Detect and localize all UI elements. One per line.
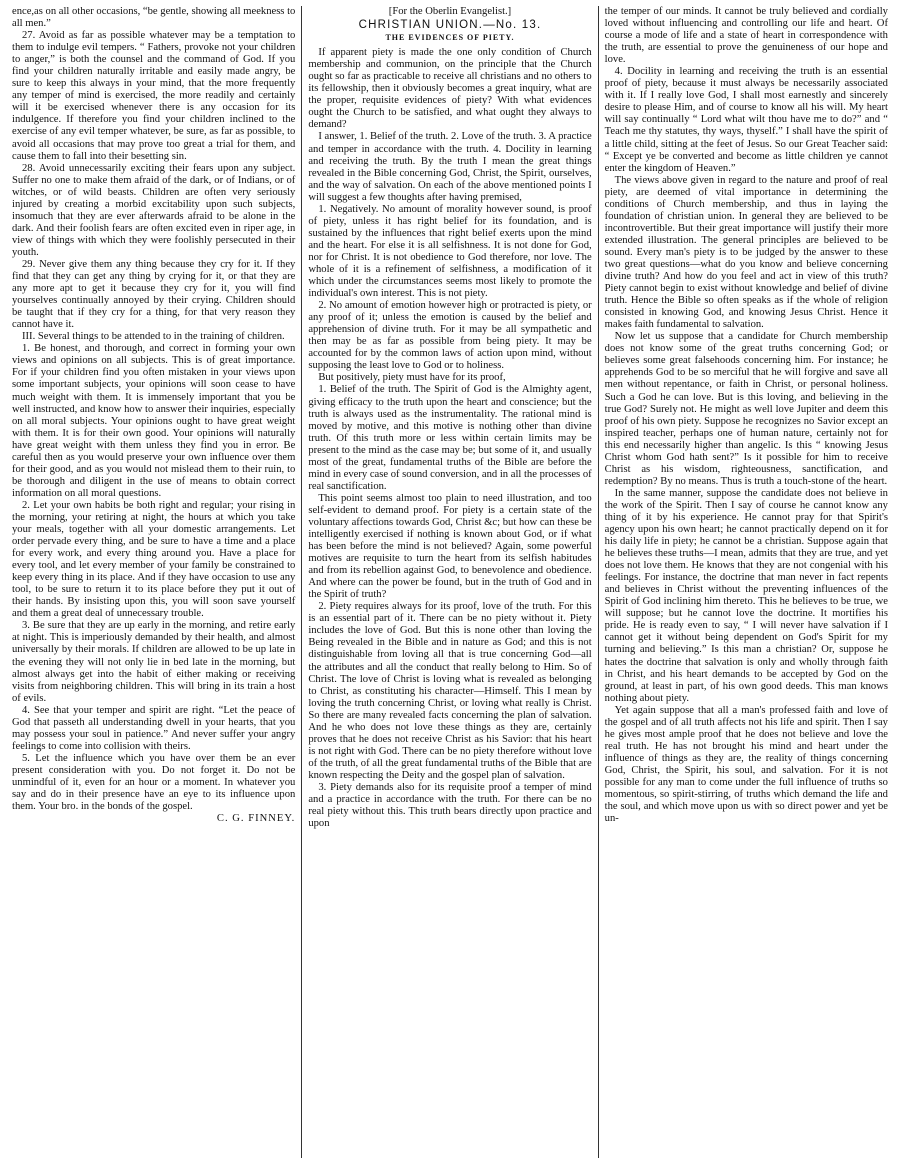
paragraph: Yet again suppose that all a man's professed faith and love of the gospel and of all truth affects not his life and spirit. Then I say he gives most ample proof that he does not believe and love the real truth. He has not brought his mind and heart under the influence of things as they are, the reality of things concerning God, Christ, the Spirit, his soul, and salvation. For it is not possible for any man to come under the full influence of truths so momentous, so spirit-stirring, of truths which demand the life and the soul, and which move upon us with so direct power and yet be un- [604,704,888,825]
right-column-paragraphs [605,6,888,825]
paragraph: III. Several things to be attended to in the training of children. [22,331,285,343]
paragraph: 1. Belief of the truth. The Spirit of God is the Almighty agent, giving efficacy to the truth upon the heart and conscience; but the truth is always used as the instrumentality. The rational mind is moved by motive, and this motive is nothing other than divine truth. Of this truth more or less within certain limits may be present to the mind as the case may be; but some of it, and usually most of the great, fundamental truths of the Bible are before the mind in every case of sound conversion, and in all the processes of real sanctification. [308,384,592,492]
paragraph: This point seems almost too plain to need illustration, and too self-evident to demand proof. For piety is a certain state of the voluntary affections towards God, Christ &c; but how can these be intelligently exercised if nothing is known about God, or if what has been before the mind is not believed? Again, some powerful motives are requisite to turn the heart from its selfish habitudes and from its rebellion against God, to benevolence and obedience. And where can the power be found, but in the truth of God and in the Spirit of truth? [308,492,592,601]
paragraph: 3. Be sure that they are up early in the morning, and retire early at night. This is imperiously demanded by their health, and almost universally by their morals. If children are allowed to be up late in the evening they will not only lie in bed late in the morning, but almost always get into the habit of either making or receiving visits from neighboring children. This will bring in its train a host of evils. [12,620,296,704]
paragraph: 1. Be honest, and thorough, and correct in forming your own views and opinions on all subjects. This is of great importance. For if your children find you often mistaken in your views upon some important subjects, your opinions will soon cease to have much weight with them. It is immensely important that you be well instructed, and know how to answer their inquiries, especially on all moral subjects. Your opinions ought to have great weight with them. It is for their own good. Your opinions will naturally have great weight with them unless they find you in error. Be careful then as you would preserve your own influence over them for their good, and as you would not mislead them to their ruin, to be thorough and diligent in the use of means to obtain correct information on all moral questions. [12,343,296,499]
paragraph: the temper of our minds. It cannot be truly believed and cordially loved without influencing and controlling our life and heart. Of course a mode of life and a state of heart in correspondence with the truth, are essential to prove the genuineness of our hope and love. [604,6,888,66]
paragraph: 27. Avoid as far as possible whatever may be a temptation to them to indulge evil tempers. “ Fathers, provoke not your children to anger,” is both the counsel and the command of God. If you find your children naturally irritable and easily made angry, be sure to keep this always in your mind, that the more frequently any temper of mind is exercised, the more readily and certainly will it be exercised whenever there is any occasion for its indulgence. If therefore you find your children inclined to the exercise of any evil temper whatever, be sure, as far as possible, to avoid all occasions that may prove too great a trial for them, and cause them to fall into their besetting sin. [12,30,296,162]
paragraph: If apparent piety is made the one only condition of Church membership and communion, on the principle that the Church ought so far as practicable to receive all christians and no others to its fellowship, then it obviously becomes a great inquiry, what are the proper, requisite evidences of piety? With what evidences ought the Church to be satisfied, and what ought they always to demand? [308,47,592,131]
paragraph: 2. Let your own habits be both right and regular; your rising in the morning, your retiring at night, the hours at which you take your meals, together with all your domestic arrangements. Let order pervade every thing, and be sure to have a time and a place for every work, and every thing around you. Have a place for every tool, and let every member of your family be constrained to keep every thing in its place. And if they have occasion to use any tool, to be sure to return it to its place before they put it out of their hands. By insisting upon this, you will soon save yourself and them a great deal of unnecessary trouble. [12,499,296,620]
source-note: [For the Oberlin Evangelist.] [388,6,512,17]
right-column [598,6,894,1158]
article-subtitle: THE EVIDENCES OF PIETY. [385,33,515,43]
paragraph: 29. Never give them any thing because they cry for it. If they find that they can get any thing by crying for it, or that they are any more apt to get it because they cry for it, you will find yourselves continually annoyed by their crying. Children should be taught that if they cry for a thing, for that very reason they cannot have it. [12,258,296,331]
paragraph: I answer, 1. Belief of the truth. 2. Love of the truth. 3. A practice and temper in accordance with the truth. 4. Docility in learning and receiving the truth. By the truth I mean the great things revealed in the Bible concerning God, Christ, the Spirit, ourselves, and the way of salvation. On each of the above mentioned points I will suggest a few thoughts after having premised, [308,131,592,203]
paragraph: In the same manner, suppose the candidate does not believe in the work of the Spirit. Then I say of course he cannot know any thing of it by his experience. He cannot pray for that Spirit's agency upon his own heart; he cannot practically depend on it for his daily life in piety; he cannot be a christian. Suppose again that he believes these truths—I mean, admits that they are true, and yet does not love them. He knows that they are not congenial with his feelings. For instance, the doctrine that man never in fact repents and believes in Christ without the preventing influences of the Spirit of God inclining him thereto. This he believes to be true, we will suppose; but he cannot love the doctrine. It mortifies his pride. He is ready even to say, “ I will never have salvation if I cannot get it without being dependent on God's Spirit for my turning and believing.” Is this man a christian? Or, suppose he hates the doctrine that salvation is only and wholly through faith in Christ, and his heart demands to be accepted by God on the ground, at least in part, of his own good deeds. This man knows nothing about piety. [604,487,888,704]
left-column-paragraphs [12,6,295,813]
paragraph: 3. Piety demands also for its requisite proof a temper of mind and a practice in accordance with the truth. For there can be no real piety without this. This truth bears directly upon practice and upon [308,782,592,830]
paragraph: The views above given in regard to the nature and proof of real piety, are deemed of vital importance in determining the conditions of Church membership, and thus in laying the foundation of christian union. In general they are believed to be incontrovertible. But their great importance will justify their more extended illustration. The general principles are believed to be sound. Every man's piety is to be judged by the answer to these two great questions—what do you know and believe concerning divine truth? And how do you feel and act in view of this truth? Piety cannot begin to exist without knowledge and belief of divine truth. Hence the Bible so often speaks as if the whole of religion consisted in knowing God, and knowing Jesus Christ. Hence it makes faith fundamental to salvation. [604,174,888,331]
middle-column-paragraphs [308,47,591,830]
paragraph: 4. Docility in learning and receiving the truth is an essential proof of piety, because it must always be necessarily associated with it. If I really love God, I shall most earnestly and sincerely desire to please Him, and of course to know all his will. My heart will say continually “ Lord what wilt thou have me to do?” and “ Teach me thy statutes, thy ways, thyself.” I shall have the spirit of a little child, sitting at the feet of Jesus. So our Great Teacher said: “ Except ye be converted and become as little children ye cannot enter the kingdom of Heaven.” [604,66,888,174]
paragraph: 5. Let the influence which you have over them be an ever present consideration with you. Do not forget it. Do not be unmindful of it, even for an hour or a moment. In whatever you say and do in their presence have an eye to its influence upon them. Your bro. in the bonds of the gospel. [12,752,296,813]
left-column [6,6,301,1158]
paragraph: 1. Negatively. No amount of morality however sound, is proof of piety, unless it has right belief for its foundation, and is sustained by the influences that right belief exerts upon the mind and the heart. For else it is all selfishness. It is not done for God, nor for Christ. It is not obedience to God therefore, nor love. The whole of it is a refinement of selfishness, a modification of it which under the circumstances seems most likely to promote the individual's own interest. This is not piety. [308,203,592,300]
paragraph: But positively, piety must have for its proof, [318,372,506,384]
paragraph: 4. See that your temper and spirit are right. “Let the peace of God that passeth all understanding dwell in your hearts, that you may possess your soul in patience.” And never suffer your angry feelings to come into collision with theirs. [12,704,296,752]
paragraph: 28. Avoid unnecessarily exciting their fears upon any subject. Suffer no one to make them afraid of the dark, or of Indians, or of witches, or of wild beasts. Children are often very seriously injured by creating a morbid excitability upon such subjects, insomuch that they are ever afterwards afraid to be alone in the dark. And their foolish fears are often excited even in riper age, in view of things with which they were foolishly persecuted in their youth. [12,162,296,258]
paragraph: ence,as on all other occasions, “be gentle, showing all meekness to all men.” [12,6,296,30]
article-title: CHRISTIAN UNION.—No. 13. [358,19,542,32]
paragraph: Now let us suppose that a candidate for Church membership does not know some of the great truths concerning God; or believes some great falsehoods concerning him. For instance; he apprehends God to be so merciful that he will forgive and save all men without repentance, or faith in Christ, or personal holiness. Such a God he can love. But is this loving, and believing in the true God? Surely not. He might as well love Jupiter and deem this proof of his own piety. Suppose he recognizes no Savior except an inspired teacher, perhaps one of human nature, certainly not for this end necessarily higher than angelic. Is this “ knowing Jesus Christ whom God hath sent?” Is it possible for him to receive Christ as his wisdom, righteousness, sanctification, and redemption? By no means. Thus is truth a touch-stone of the heart. [604,331,888,487]
paragraph: 2. No amount of emotion however high or protracted is piety, or any proof of it; unless the emotion is caused by the belief and apprehension of divine truth. For it may be all sympathetic and then may be as far as possible from being piety. It may be accounted for by the common laws of action upon mind, without supposing the least love to God or to holiness. [308,300,592,372]
middle-column [301,6,597,1158]
signature: C. G. FINNEY. [216,813,296,825]
paragraph: 2. Piety requires always for its proof, love of the truth. For this is an essential part of it. There can be no piety without it. Piety includes the love of God. But this is none other than loving the Being revealed in the Bible and in nature as God; and this is not distinguishable from loving all that is true concerning God—all the attributes and all the conduct that really belong to Him. So of Christ. The love of Christ is loving what is revealed as belonging to Christ, as constituting his character—Himself. This I mean by loving the truth concerning Christ, or loving what really is Christ. So there are many revealed facts concerning the plan of salvation. And he who does not love these things as they are, certainly proves that he does not receive Christ as his Savior: that his heart is not right with God. There can be no piety therefore without love of the truth, of all the great fundamental truths of the Bible that are known respecting the Deity and the gospel plan of salvation. [308,601,592,781]
